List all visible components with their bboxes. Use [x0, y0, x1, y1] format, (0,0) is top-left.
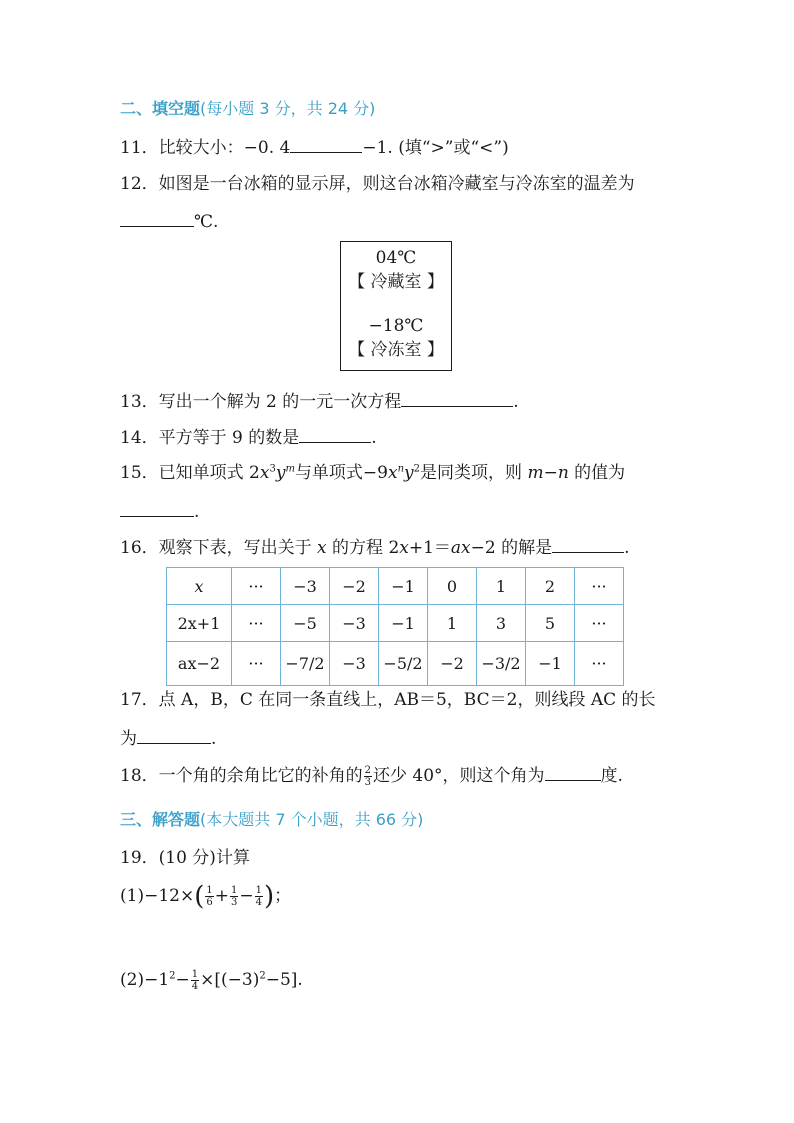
- math-var: x: [259, 463, 270, 483]
- question-text: 的方程 2: [326, 538, 400, 558]
- question-text: 观察下表，写出关于: [158, 538, 318, 558]
- math-text: −5].: [265, 970, 303, 990]
- section-3-title: 三、解答题: [120, 810, 201, 829]
- question-number: 15．: [120, 463, 159, 483]
- table-cell: x: [167, 568, 232, 605]
- question-12: [120, 172, 635, 196]
- question-19-part-2: [120, 968, 303, 992]
- question-text: 一个角的余角比它的补角的: [158, 766, 363, 786]
- fraction-numerator: 2: [364, 765, 372, 776]
- math-var: m: [527, 463, 544, 483]
- table-cell: 5: [526, 605, 575, 642]
- fraction-denominator: 4: [255, 897, 262, 908]
- question-number: 16．: [120, 538, 159, 558]
- math-exp: 3: [269, 463, 276, 475]
- answer-blank[interactable]: [299, 424, 371, 443]
- question-19-part-1: [120, 881, 292, 912]
- answer-blank[interactable]: [552, 534, 624, 553]
- fraction-numerator: 1: [255, 885, 262, 896]
- table-cell: 2: [526, 568, 575, 605]
- fraction: [255, 885, 263, 908]
- math-var: n: [557, 463, 569, 483]
- question-text: 的值为: [574, 463, 626, 483]
- unit-text: ℃.: [194, 212, 219, 232]
- math-op: −: [239, 886, 254, 906]
- question-text: 比较大小：−0. 4: [158, 138, 291, 158]
- question-text: −1. (填“>”或“<”): [362, 138, 509, 158]
- table-row: [167, 568, 624, 605]
- question-number: 19．: [120, 848, 159, 868]
- table-cell: −7/2: [281, 642, 330, 686]
- table-cell: 3: [477, 605, 526, 642]
- math-var: x: [317, 538, 327, 558]
- table-cell: ···: [232, 605, 281, 642]
- table-cell: ax−2: [167, 642, 232, 686]
- fraction-numerator: 1: [206, 885, 213, 896]
- answer-blank[interactable]: [401, 388, 513, 407]
- table-row: [167, 642, 624, 686]
- math-text: ×[(−3): [200, 970, 260, 990]
- table-row: [167, 605, 624, 642]
- section-2-heading: [120, 97, 375, 121]
- table-cell: −3/2: [477, 642, 526, 686]
- table-cell: −1: [379, 605, 428, 642]
- question-11: [120, 134, 509, 160]
- fraction-denominator: 4: [191, 981, 199, 992]
- question-17: [120, 688, 656, 712]
- fridge-display: [340, 241, 452, 371]
- question-text: 是同类项，则: [420, 463, 528, 483]
- fraction-denominator: 6: [206, 897, 213, 908]
- math-exp: 2: [259, 970, 266, 982]
- table-cell: −1: [526, 642, 575, 686]
- question-text: (10 分)计算: [158, 848, 250, 868]
- table-cell: ···: [575, 568, 624, 605]
- punct: .: [624, 538, 630, 558]
- math-text: (1)−12×: [120, 886, 195, 906]
- question-number: 13．: [120, 392, 159, 412]
- table-cell: −3: [281, 568, 330, 605]
- table-cell: −5: [281, 605, 330, 642]
- table-cell: −2: [428, 642, 477, 686]
- fraction-denominator: 3: [230, 897, 238, 908]
- math-paren: (: [194, 881, 205, 912]
- math-op: +: [214, 886, 229, 906]
- question-text: 平方等于 9 的数是: [158, 428, 300, 448]
- punct: ；: [274, 886, 292, 906]
- question-text: 写出一个解为 2 的一元一次方程: [158, 392, 402, 412]
- question-number: 12．: [120, 174, 159, 194]
- math-exp: 2: [169, 970, 176, 982]
- table-cell: −5/2: [379, 642, 428, 686]
- question-number: 11．: [120, 138, 159, 158]
- fraction-denominator: 3: [364, 777, 372, 788]
- answer-blank[interactable]: [545, 762, 601, 781]
- section-2-title: 二、填空题: [120, 99, 201, 118]
- math-exp: 2: [413, 463, 421, 475]
- table-cell: 2x+1: [167, 605, 232, 642]
- fridge-temp-2: −18℃: [368, 316, 424, 336]
- question-19: [120, 846, 250, 870]
- section-2-note: (每小题 3 分，共 24 分): [200, 99, 376, 118]
- fraction: [364, 765, 372, 788]
- table-cell: −2: [330, 568, 379, 605]
- fridge-temp-1: 04℃: [375, 248, 417, 268]
- table-cell: ···: [232, 568, 281, 605]
- question-text: 点 A，B，C 在同一条直线上，AB＝5，BC＝2，则线段 AC 的长: [158, 690, 656, 710]
- table-cell: 0: [428, 568, 477, 605]
- table-cell: ···: [232, 642, 281, 686]
- question-text: 度.: [600, 766, 623, 786]
- punct: .: [513, 392, 519, 412]
- question-number: 14．: [120, 428, 159, 448]
- question-13: [120, 388, 519, 414]
- value-table: [166, 567, 624, 686]
- question-text: −2 的解是: [470, 538, 553, 558]
- table-cell: −1: [379, 568, 428, 605]
- section-3-note: (本大题共 7 个小题，共 66 分): [200, 810, 424, 829]
- section-3-heading: [120, 808, 423, 832]
- punct: .: [371, 428, 377, 448]
- math-op: −: [543, 463, 558, 483]
- table-cell: ···: [575, 605, 624, 642]
- question-number: 17．: [120, 690, 159, 710]
- question-15-cont: [120, 498, 199, 524]
- question-text: +1＝: [408, 538, 451, 558]
- table-cell: 1: [477, 568, 526, 605]
- question-text: 如图是一台冰箱的显示屏，则这台冰箱冷藏室与冷冻室的温差为: [158, 174, 635, 194]
- question-text: 还少 40°，则这个角为: [373, 766, 545, 786]
- math-text: (2)−1: [120, 970, 170, 990]
- fraction: [205, 885, 213, 908]
- math-var: x: [399, 538, 409, 558]
- punct: .: [194, 502, 200, 522]
- math-var: y: [404, 463, 414, 483]
- question-text: 已知单项式 2: [158, 463, 260, 483]
- fraction: [230, 885, 238, 908]
- fridge-label-2: 【 冷冻室 】: [348, 340, 444, 360]
- answer-blank[interactable]: [290, 134, 362, 153]
- question-number: 18．: [120, 766, 159, 786]
- question-18: [120, 762, 623, 788]
- question-text: 为: [120, 729, 137, 749]
- math-var: x: [388, 463, 398, 483]
- math-var: y: [275, 463, 286, 483]
- question-text: 与单项式−9: [294, 463, 388, 483]
- question-15: [120, 461, 625, 485]
- math-var: ax: [450, 538, 471, 558]
- question-17-cont: [120, 725, 216, 751]
- math-paren: ): [263, 881, 275, 912]
- answer-blank[interactable]: [120, 498, 194, 517]
- fraction-numerator: 1: [230, 885, 238, 896]
- math-exp: n: [397, 463, 405, 475]
- table-cell: 1: [428, 605, 477, 642]
- question-14: [120, 424, 377, 450]
- question-12-cont: [120, 208, 218, 234]
- punct: .: [211, 729, 217, 749]
- fridge-label-1: 【 冷藏室 】: [348, 272, 444, 292]
- math-op: −: [175, 970, 190, 990]
- table-cell: ···: [575, 642, 624, 686]
- table-cell: −3: [330, 605, 379, 642]
- answer-blank[interactable]: [137, 725, 211, 744]
- question-16: [120, 534, 630, 560]
- fraction-numerator: 1: [191, 969, 199, 980]
- answer-blank[interactable]: [120, 208, 194, 227]
- table-cell: −3: [330, 642, 379, 686]
- math-exp: m: [285, 463, 295, 475]
- fraction: [191, 969, 199, 992]
